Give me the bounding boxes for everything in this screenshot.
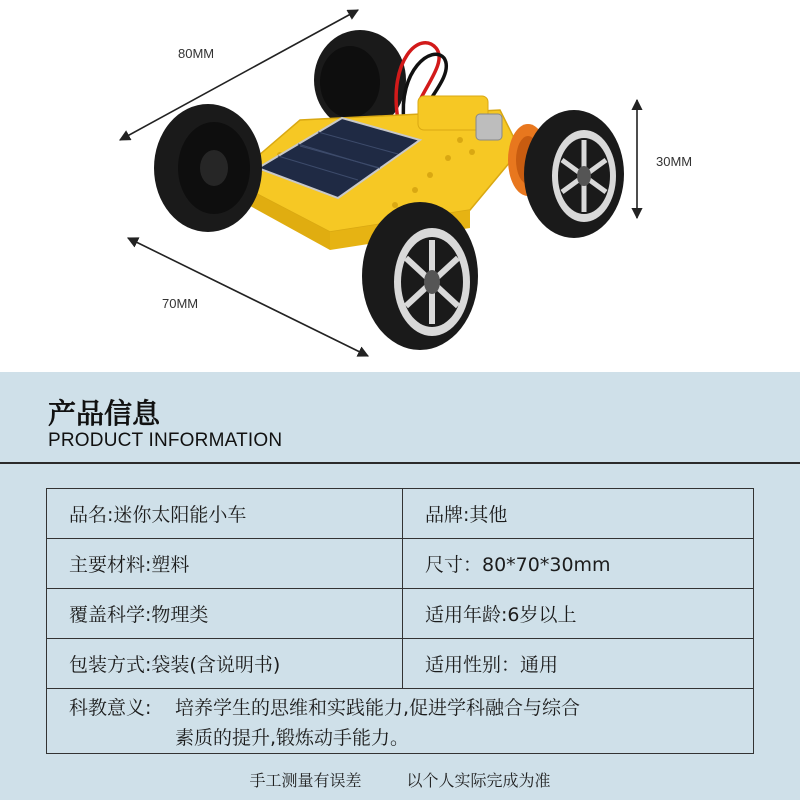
spec-science: 覆盖科学:物理类 xyxy=(47,589,403,638)
spec-brand: 品牌:其他 xyxy=(425,504,508,526)
spec-packaging: 包装方式:袋装(含说明书) xyxy=(47,639,403,688)
width-label: 70MM xyxy=(162,296,199,311)
spec-age: 适用年龄:6岁以上 xyxy=(425,604,577,626)
education-line-1: 培养学生的思维和实践能力,促进学科融合与综合 xyxy=(175,697,581,719)
height-label: 30MM xyxy=(656,154,693,169)
wheel-rear-right xyxy=(524,110,624,238)
spec-education xyxy=(47,689,753,753)
table-row xyxy=(47,489,753,539)
spec-material: 主要材料:塑料 xyxy=(47,539,403,588)
spec-table xyxy=(46,488,754,754)
wheel-front-right xyxy=(362,202,478,350)
product-photo xyxy=(0,0,800,372)
footer-note-left: 手工测量有误差 xyxy=(249,771,362,790)
length-label: 80MM xyxy=(178,46,215,61)
spec-product-name: 品名:迷你太阳能小车 xyxy=(47,489,403,538)
title-divider xyxy=(0,462,800,464)
table-row xyxy=(47,639,753,689)
table-row xyxy=(47,539,753,589)
footer-note-right: 以个人实际完成为准 xyxy=(406,771,551,790)
wheel-front-left xyxy=(154,104,262,232)
spec-gender: 适用性别：通用 xyxy=(425,654,559,676)
education-line-2: 素质的提升,锻炼动手能力。 xyxy=(175,727,410,749)
table-row xyxy=(47,589,753,639)
solar-car-illustration xyxy=(0,0,800,372)
footer-note xyxy=(0,768,800,791)
education-label: 科教意义: xyxy=(69,697,152,719)
spec-size: 尺寸：80*70*30mm xyxy=(425,554,611,576)
section-title-cn: 产品信息 xyxy=(48,397,161,430)
section-title-en: PRODUCT INFORMATION xyxy=(48,430,283,451)
product-info-section xyxy=(0,372,800,800)
